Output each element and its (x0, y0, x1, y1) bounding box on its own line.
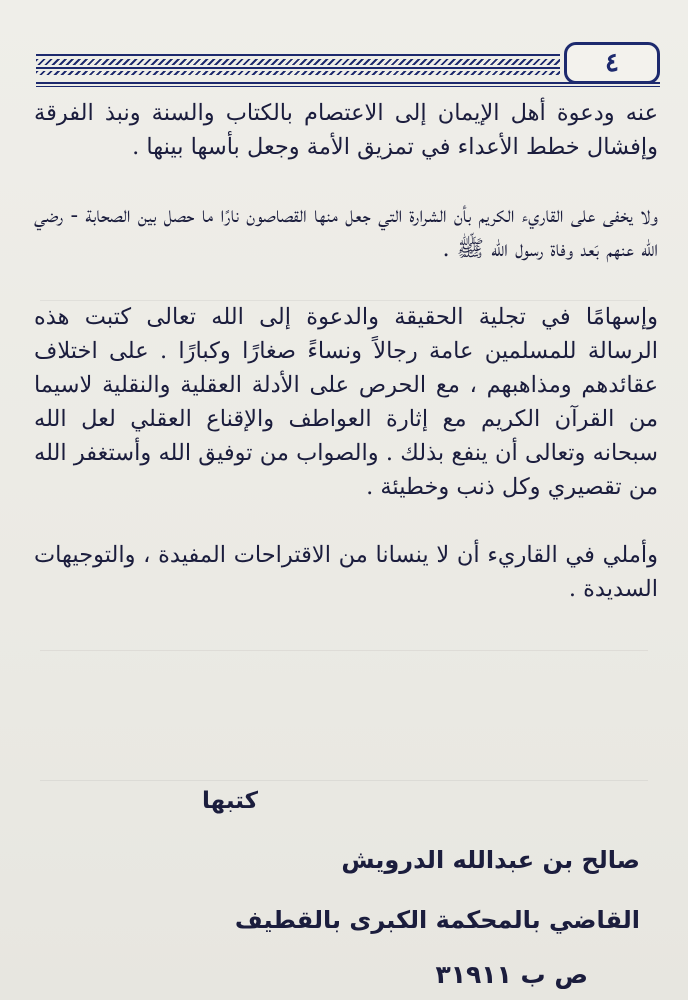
po-box: ص ب ٣١٩١١ (435, 960, 588, 989)
paragraph: عنه ودعوة أهل الإيمان إلى الاعتصام بالكتاب والسنة ونبذ الفرقة وإفشال خطط الأعداء في تمزيق الأمة وجعل بأسها بينها . (34, 100, 658, 160)
paragraph: وإسهامًا في تجلية الحقيقة والدعوة إلى الله تعالى كتبت هذه الرسالة للمسلمين عامة رجالاً ونساءً صغارًا وكبارًا . على اختلاف عقائدهم ومذاهبهم ، مع الحرص على الأدلة العقلية والنقلية لاسيما من القرآن الكريم مع إثارة العواطف والإقناع العقلي لعل الله سبحانه وتعالى أن ينفع بذلك . والصواب من توفيق الله وأستغفر الله من تقصيري وكل ذنب وخطيئة . (34, 304, 658, 500)
bleed-through-line (40, 650, 648, 651)
page-header (36, 42, 660, 92)
author-name: صالح بن عبدالله الدرويش (341, 846, 640, 874)
page-body (34, 96, 658, 606)
bleed-through-line (40, 780, 648, 781)
paragraph: ولا يخفى على القاريء الكريم بأن الشرارة التي جعل منها القصاصون نارًا ما حصل بين الصحابة - رضي الله عنهم بَعد وفاة رسول الله ﷺ . (34, 202, 658, 262)
header-rule (36, 82, 660, 84)
author-title: القاضي بالمحكمة الكبرى بالقطيف (234, 906, 640, 934)
signature-wrote: كتبها (202, 788, 258, 814)
paragraph: وأملي في القاريء أن لا ينسانا من الاقتراحات المفيدة ، والتوجيهات السديدة . (34, 542, 658, 602)
page-number: ٤ (564, 42, 660, 84)
header-rule-thin (36, 86, 660, 87)
header-ornament (36, 54, 560, 76)
